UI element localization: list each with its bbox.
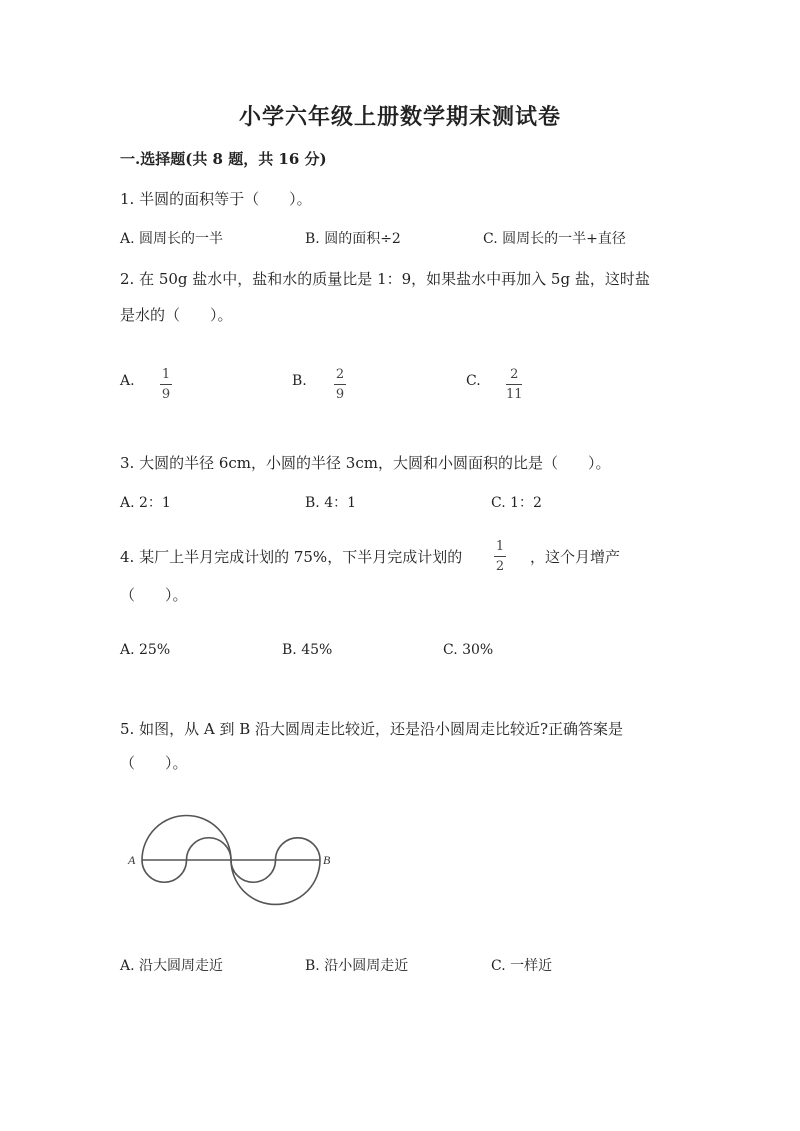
question-3-option-c: C. 1：2 [491,495,542,511]
question-5-option-a: A. 沿大圆周走近 [120,958,224,974]
question-2-option-a-fraction [160,368,172,401]
question-4-option-c: C. 30% [443,642,494,658]
question-2-option-a-label: A. [120,373,135,389]
point-b-label: B [323,853,331,867]
section-heading: 一.选择题(共 8 题，共 16 分) [120,150,327,168]
question-4-stem-part2: ，这个月增产 [530,548,621,566]
fraction-numerator: 1 [161,367,171,382]
page-title: 小学六年级上册数学期末测试卷 [238,104,561,130]
question-4-fraction [494,540,506,573]
fraction-bar [506,384,522,385]
fraction-denominator: 2 [495,559,505,574]
question-4-option-a: A. 25% [120,642,171,658]
question-3-option-b: B. 4：1 [305,495,357,511]
question-4-option-b: B. 45% [282,642,333,658]
fraction-numerator: 2 [510,367,519,382]
fraction-denominator: 11 [506,387,523,402]
question-1-option-b: B. 圆的面积÷2 [305,231,401,247]
question-1-option-c: C. 圆周长的一半+直径 [483,231,626,247]
question-2-stem-line2: 是水的（ ）。 [120,306,233,324]
circle-path-figure [120,800,350,920]
small-arc-3 [231,860,276,882]
question-2-option-c-fraction [506,368,523,401]
question-3-option-a: A. 2：1 [120,495,171,511]
fraction-bar [334,384,346,385]
question-5-stem-line2: （ ）。 [120,754,188,772]
question-2-option-b-fraction [334,368,346,401]
fraction-denominator: 9 [161,387,171,402]
fraction-denominator: 9 [335,387,345,402]
question-2-option-c-label: C. [466,373,481,389]
small-arc-1 [142,860,187,882]
large-arc-upper [142,816,231,861]
question-2-stem-line1: 2. 在 50g 盐水中，盐和水的质量比是 1：9，如果盐水中再加入 5g 盐，这时盐 [120,270,650,288]
fraction-bar [160,384,172,385]
question-5-stem-line1: 5. 如图，从 A 到 B 沿大圆周走比较近，还是沿小圆周走比较近?正确答案是 [120,720,624,738]
small-arc-4 [276,838,321,860]
point-a-label: A [128,853,136,867]
question-3-stem: 3. 大圆的半径 6cm，小圆的半径 3cm，大圆和小圆面积的比是（ ）。 [120,454,611,472]
large-arc-lower [231,860,320,904]
question-5-option-b: B. 沿小圆周走近 [305,958,409,974]
question-5-option-c: C. 一样近 [491,958,553,974]
question-1-stem: 1. 半圆的面积等于（ ）。 [120,190,312,208]
small-arc-2 [187,838,232,860]
question-2-option-b-label: B. [292,373,307,389]
fraction-numerator: 2 [335,367,345,382]
question-4-stem-part1: 4. 某厂上半月完成计划的 75%，下半月完成计划的 [120,548,463,566]
question-4-stem-line2: （ ）。 [120,586,188,604]
question-1-option-a: A. 圆周长的一半 [120,231,224,247]
fraction-numerator: 1 [495,539,505,554]
fraction-bar [494,556,506,557]
